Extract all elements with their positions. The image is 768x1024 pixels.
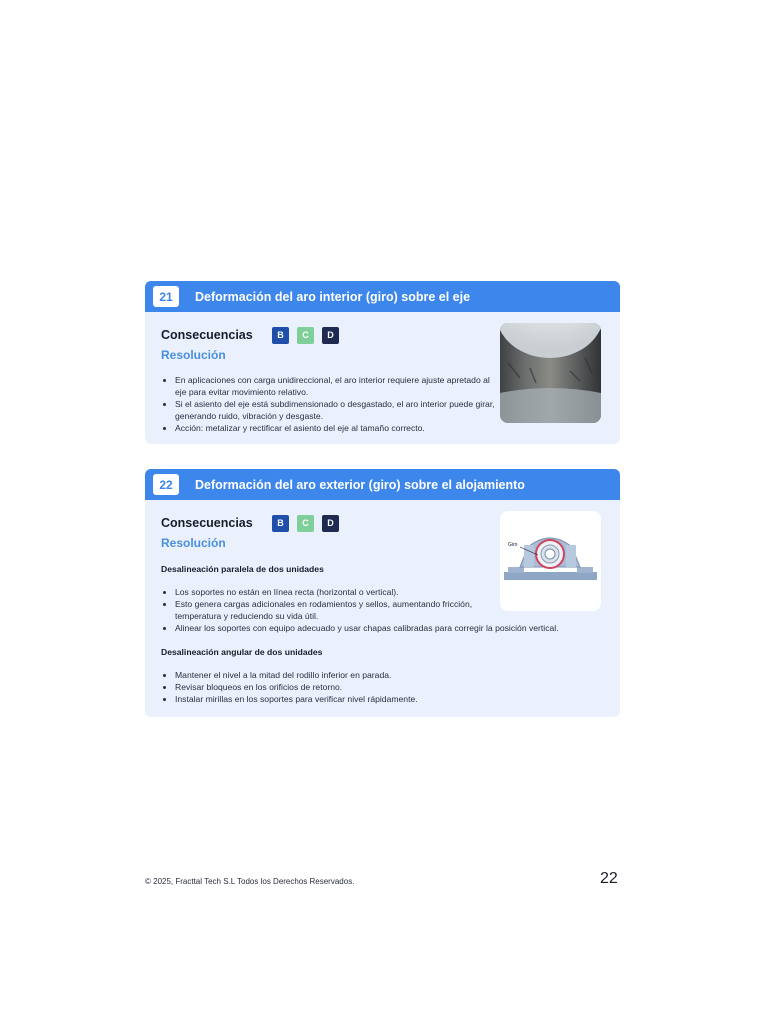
badge-c: C — [297, 515, 314, 532]
list-item: • Esto genera cargas adicionales en rodamientos y sellos, aumentando fricción, temperatura y reduciendo su vida útil. — [175, 598, 495, 622]
bearing-ring-photo — [500, 323, 601, 423]
resolution-label: Resolución — [161, 536, 226, 550]
page-number: 22 — [600, 870, 618, 887]
badge-d: D — [322, 515, 339, 532]
badge-b: B — [272, 327, 289, 344]
badge-d: D — [322, 327, 339, 344]
card-body — [145, 500, 620, 715]
list-item: • En aplicaciones con carga unidireccional, el aro interior requiere ajuste apretado al eje para evitar movimiento relativo. — [175, 374, 495, 398]
footer-copyright: © 2025, Fracttal Tech S.L Todos los Derechos Reservados. — [145, 877, 355, 886]
list-item: • Alinear los soportes con equipo adecuado y usar chapas calibradas para corregir la posición vertical. — [175, 622, 604, 634]
card-header — [145, 469, 620, 500]
card-header — [145, 281, 620, 312]
issue-number: 21 — [153, 286, 179, 307]
resolution-list — [161, 669, 604, 705]
list-item: • Mantener el nivel a la mitad del rodillo inferior en parada. — [175, 669, 604, 681]
section-heading: Desalineación paralela de dos unidades — [161, 564, 324, 574]
list-item: • Revisar bloqueos en los orificios de retorno. — [175, 681, 604, 693]
card-body — [145, 312, 620, 444]
consequences-label: Consecuencias — [161, 328, 253, 342]
list-item: • Acción: metalizar y rectificar el asiento del eje al tamaño correcto. — [175, 422, 495, 434]
badge-c: C — [297, 327, 314, 344]
pillow-block-illustration — [500, 511, 601, 611]
list-item: • Instalar mirillas en los soportes para verificar nivel rápidamente. — [175, 693, 604, 705]
list-item: • Si el asiento del eje está subdimensionado o desgastado, el aro interior puede girar, generando ruido, vibración y desgaste. — [175, 398, 495, 422]
issue-card-21 — [145, 281, 620, 444]
section-heading: Desalineación angular de dos unidades — [161, 647, 323, 657]
issue-title: Deformación del aro exterior (giro) sobre el alojamiento — [195, 477, 525, 492]
illustration-label: Giro — [508, 542, 518, 548]
badge-b: B — [272, 515, 289, 532]
issue-number: 22 — [153, 474, 179, 495]
issue-card-22 — [145, 469, 620, 717]
issue-title: Deformación del aro interior (giro) sobre el eje — [195, 289, 471, 304]
list-item: • Los soportes no están en línea recta (horizontal o vertical). — [175, 586, 604, 598]
resolution-label: Resolución — [161, 348, 226, 362]
consequences-label: Consecuencias — [161, 516, 253, 530]
resolution-list — [161, 374, 495, 434]
